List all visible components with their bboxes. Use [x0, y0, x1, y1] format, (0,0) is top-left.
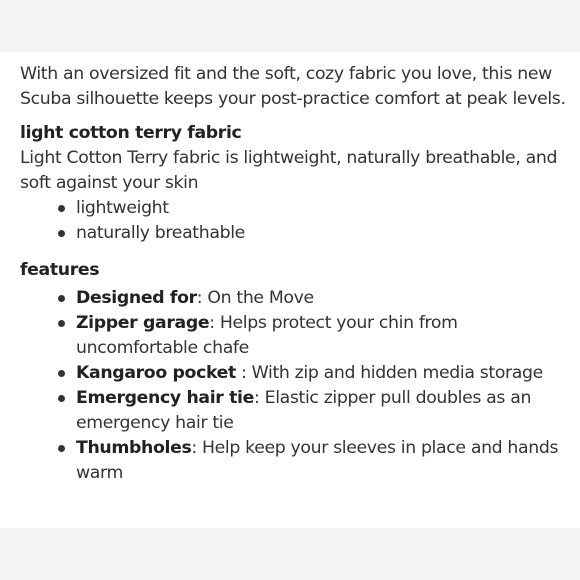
features-list: [20, 286, 568, 486]
feature-item: [20, 361, 568, 386]
intro-paragraph: With an oversized fit and the soft, cozy fabric you love, this new Scuba silhouette keeps your post-practice comfort at peak levels.: [20, 64, 566, 109]
feature-text: : With zip and hidden media storage: [235, 363, 543, 383]
feature-text: : Elastic zipper pull doubles as an emergency hair tie: [76, 388, 532, 433]
feature-text: : Helps protect your chin from uncomfortable chafe: [76, 313, 458, 358]
feature-item: [20, 286, 568, 311]
features-heading: features: [20, 260, 100, 280]
feature-label: Zipper garage: [76, 313, 210, 333]
fabric-heading: light cotton terry fabric: [20, 123, 242, 143]
feature-label: Emergency hair tie: [76, 388, 255, 408]
feature-label: Kangaroo pocket: [76, 363, 236, 383]
feature-text: : Help keep your sleeves in place and hands warm: [76, 438, 559, 483]
feature-item: [20, 311, 568, 361]
feature-label: Designed for: [76, 288, 197, 308]
feature-label: Thumbholes: [76, 438, 192, 458]
feature-text: : On the Move: [196, 288, 314, 308]
fabric-bullet-list: [20, 196, 568, 246]
fabric-description: Light Cotton Terry fabric is lightweight, naturally breathable, and soft against your skin: [20, 148, 558, 193]
feature-item: [20, 386, 568, 436]
fabric-bullet: naturally breathable: [20, 221, 568, 246]
fabric-bullet: lightweight: [20, 196, 568, 221]
product-description: [20, 62, 568, 486]
product-description-card: [0, 52, 580, 528]
feature-item: [20, 436, 568, 486]
